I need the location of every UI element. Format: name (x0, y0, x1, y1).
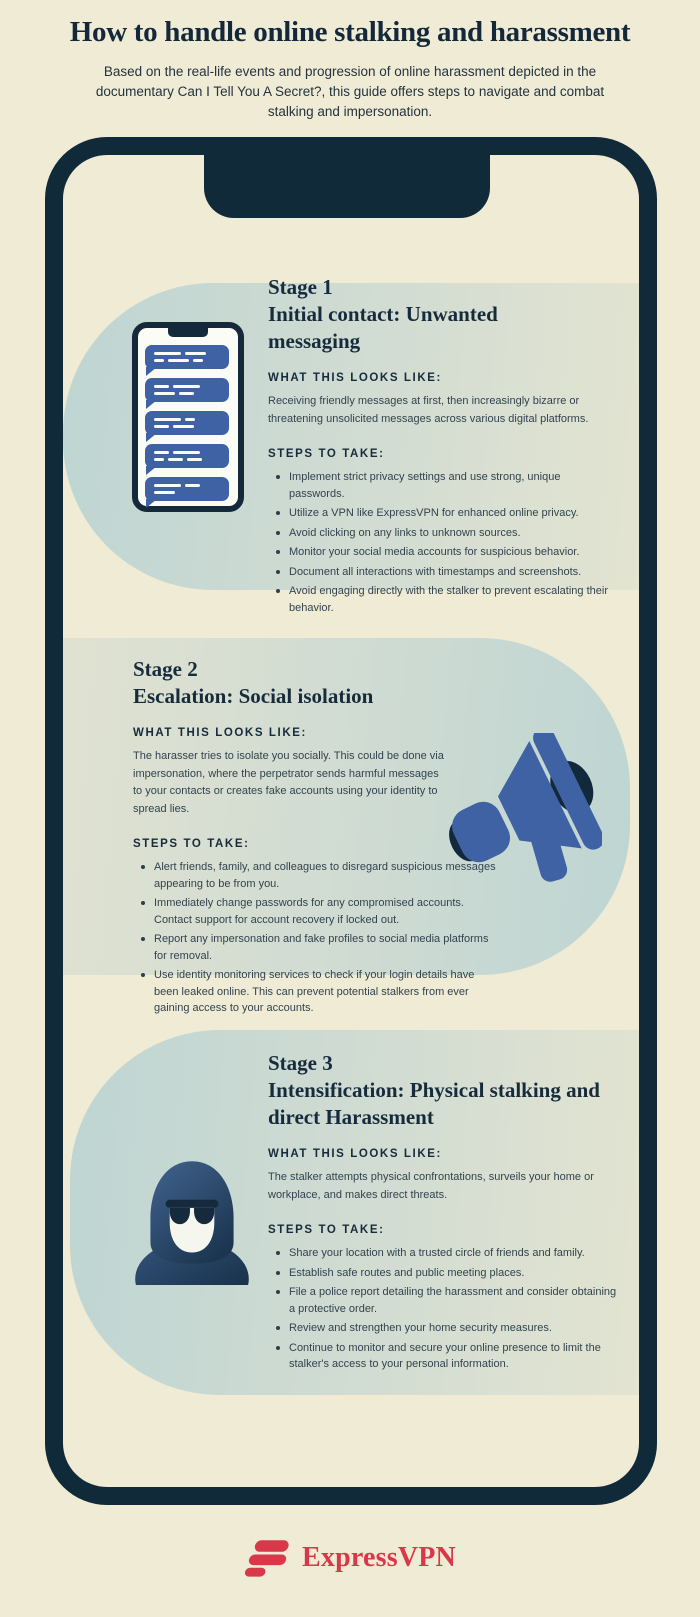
brand-wordmark: ExpressVPN (302, 1542, 456, 1573)
stage-3-title: Intensification: Physical stalking and direct Harassment (268, 1078, 600, 1129)
stage-2-content (133, 656, 496, 1020)
step-item: File a police report detailing the harassment and consider obtaining a protective order. (276, 1284, 624, 1317)
step-item: Implement strict privacy settings and use strong, unique passwords. (276, 469, 619, 502)
what-this-looks-like-label: WHAT THIS LOOKS LIKE: (268, 1148, 442, 1160)
step-item: Continue to monitor and secure your online presence to limit the stalker's access to your personal information. (276, 1340, 624, 1373)
stage-2-title: Escalation: Social isolation (133, 684, 374, 708)
stage-2-steps-list (133, 859, 496, 1017)
step-item: Use identity monitoring services to check if your login details have been leaked online. This can prevent potential stalkers from ever gaining access to your accounts. (141, 967, 499, 1017)
stage-3-label: Stage 3 (268, 1051, 333, 1075)
chat-bubble-icon (145, 444, 229, 468)
phone-notch (204, 150, 490, 218)
stage-2-label: Stage 2 (133, 657, 198, 681)
expressvpn-logo-icon (244, 1536, 290, 1580)
step-item: Review and strengthen your home security measures. (276, 1320, 624, 1337)
stage-1-title: Initial contact: Unwanted messaging (268, 302, 498, 353)
step-item: Share your location with a trusted circle of friends and family. (276, 1245, 624, 1262)
step-item: Establish safe routes and public meeting places. (276, 1265, 624, 1282)
step-item: Report any impersonation and fake profiles to social media platforms for removal. (141, 931, 499, 964)
step-item: Alert friends, family, and colleagues to disregard suspicious messages appearing to be from you. (141, 859, 499, 892)
stage-1-heading (268, 274, 513, 355)
step-item: Immediately change passwords for any compromised accounts. Contact support for account recovery if locked out. (141, 895, 499, 928)
step-item: Monitor your social media accounts for suspicious behavior. (276, 544, 619, 561)
mini-phone-notch-icon (168, 328, 208, 337)
footer-brand (0, 1528, 700, 1588)
steps-to-take-label: STEPS TO TAKE: (268, 1224, 385, 1236)
stage-3-description: The stalker attempts physical confrontations, surveils your home or workplace, and makes direct threats. (268, 1171, 594, 1201)
stage-3-heading (268, 1050, 603, 1131)
stage-1-steps-list (268, 469, 620, 616)
page-title: How to handle online stalking and harassment (69, 16, 631, 48)
steps-to-take-label: STEPS TO TAKE: (268, 448, 385, 460)
step-item: Avoid engaging directly with the stalker to prevent escalating their behavior. (276, 583, 619, 616)
what-this-looks-like-label: WHAT THIS LOOKS LIKE: (133, 727, 307, 739)
chat-messages-phone-icon (132, 322, 244, 512)
step-item: Document all interactions with timestamps and screenshots. (276, 564, 619, 581)
stage-1-content (268, 274, 620, 619)
steps-to-take-label: STEPS TO TAKE: (133, 838, 250, 850)
stage-2-description: The harasser tries to isolate you socially. This could be done via impersonation, where the perpetrator sends harmful messages to your contacts or creates fake accounts using your identity to spread lies. (133, 750, 444, 815)
stage-3-steps-list (268, 1245, 622, 1373)
hooded-stalker-icon (121, 1143, 263, 1285)
step-item: Utilize a VPN like ExpressVPN for enhanced online privacy. (276, 505, 619, 522)
chat-bubble-icon (145, 378, 229, 402)
what-this-looks-like-label: WHAT THIS LOOKS LIKE: (268, 372, 442, 384)
chat-bubble-icon (145, 477, 229, 501)
stage-2-heading (133, 656, 478, 710)
step-item: Avoid clicking on any links to unknown sources. (276, 525, 619, 542)
stage-1-description: Receiving friendly messages at first, then increasingly bizarre or threatening unsolicited messages across various digital platforms. (268, 395, 589, 425)
page-subtitle: Based on the real-life events and progression of online harassment depicted in the documentary Can I Tell You A Secret?, this guide offers steps to navigate and combat stalking and impersonation. (95, 64, 605, 119)
stage-1-label: Stage 1 (268, 275, 333, 299)
stage-3-content (268, 1050, 622, 1376)
chat-bubble-icon (145, 411, 229, 435)
chat-bubble-icon (145, 345, 229, 369)
